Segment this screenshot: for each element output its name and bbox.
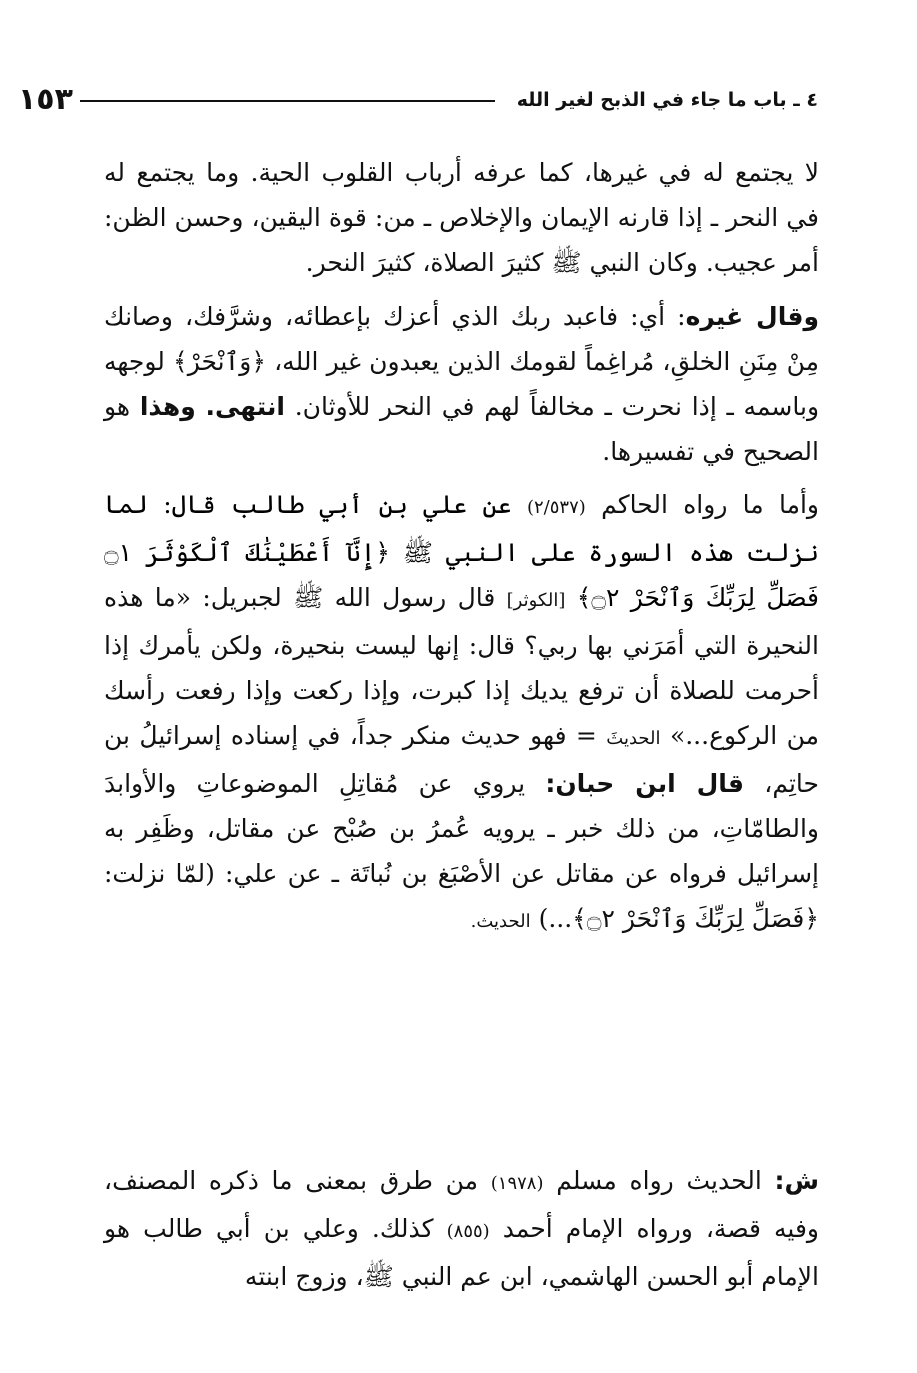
paragraph-2-end-intaha: انتهى. <box>205 392 285 421</box>
paragraph-3-d: = فهو حديث منكر جداً، في إسناده إسرائيلُ بن حاتِم، <box>104 721 819 798</box>
paragraph-3-ref-hadith: الحديثَ <box>606 728 661 749</box>
paragraph-4-ref-muslim: (١٩٧٨) <box>490 1173 544 1194</box>
paragraph-4 <box>104 1158 819 1299</box>
page-header <box>18 82 818 122</box>
paragraph-3-ref-hakim: (٢/٥٣٧) <box>526 497 586 518</box>
paragraph-3-ref-kawthar: [الكوثر] <box>506 590 566 611</box>
page-number: ١٥٣ <box>18 82 73 117</box>
paragraph-3-a: وأما ما رواه الحاكم <box>601 490 819 519</box>
paragraph-4-b: من طرق بمعنى ما ذكره المصنف، وفيه قصة، ورواه الإمام أحمد <box>104 1166 819 1243</box>
paragraph-3-lead-ibn-hibban: قال ابن حبان: <box>545 769 745 798</box>
paragraph-2-tail: هو الصحيح في تفسيرها. <box>104 392 819 466</box>
header-rule <box>80 100 495 102</box>
paragraph-2-end-wahadha: وهذا <box>139 392 196 421</box>
paragraph-1-text: لا يجتمع له في غيرها، كما عرفه أرباب القلوب الحية. وما يجتمع له في النحر ـ إذا قارنه الإيمان والإخلاص ـ من: قوة اليقين، وحسن الظن: أمر عجيب. وكان النبي ﷺ كثيرَ الصلاة، كثيرَ النحر. <box>104 158 819 277</box>
chapter-title: ٤ ـ باب ما جاء في الذبح لغير الله <box>516 89 818 111</box>
paragraph-4-lead: ش: <box>774 1166 819 1195</box>
paragraph-3-e: يروي عن مُقاتِلِ الموضوعاتِ والأوابدَ والطامّاتِ، من ذلك خبر ـ يرويه عُمرُ بن صُبْح عن مقاتل، وظَفِر به إسرائيل فرواه عن مقاتل عن الأصْبَغ بن نُباتَة ـ عن علي: (لمّا نزلت: ﴿فَصَلِّ لِرَبِّكَ وَٱنْحَرْ ۝٢﴾...) <box>104 769 819 933</box>
paragraph-2-rest: : أي: فاعبد ربك الذي أعزك بإعطائه، وشرَّفك، وصانك مِنْ مِنَنِ الخلقِ، مُراغِماً لقومك الذين يعبدون غير الله، ﴿وَٱنْحَرْ﴾ لوجهه وباسمه ـ إذا نحرت ـ مخالفاً لهم في النحر للأوثان. <box>104 302 820 421</box>
paragraph-2 <box>104 294 819 474</box>
paragraph-3-ref-hadith-end: الحديث. <box>470 911 531 932</box>
paragraph-3 <box>104 482 819 944</box>
paragraph-4-c: كذلك. وعلي بن أبي طالب هو الإمام أبو الحسن الهاشمي، ابن عم النبي ﷺ، وزوج ابنته <box>104 1214 819 1291</box>
paragraph-4-ref-ahmad: (٨٥٥) <box>446 1221 490 1242</box>
paragraph-2-lead: وقال غيره <box>685 302 819 331</box>
paragraph-4-a: الحديث رواه مسلم <box>556 1166 762 1195</box>
paragraph-3-c: قال رسول الله ﷺ لجبريل: «ما هذه النحيرة التي أمَرَني بها ربي؟ قال: إنها ليست بنحيرة، ولكن يأمرك إذا أحرمت للصلاة أن ترفع يديك إذا كبرت، وإذا ركعت وإذا رفعت رأسك من الركوع...» <box>104 583 819 750</box>
paragraph-1 <box>104 150 819 285</box>
paragraph-3-b: عن علي بن أبي طالب قال: لما نزلت هذه السورة على النبي ﷺ ﴿إِنَّآ أَعْطَيْنَٰكَ ٱلْكَوْثَرَ ۝١ فَصَلِّ لِرَبِّكَ وَٱنْحَرْ ۝٢﴾ <box>104 490 819 612</box>
